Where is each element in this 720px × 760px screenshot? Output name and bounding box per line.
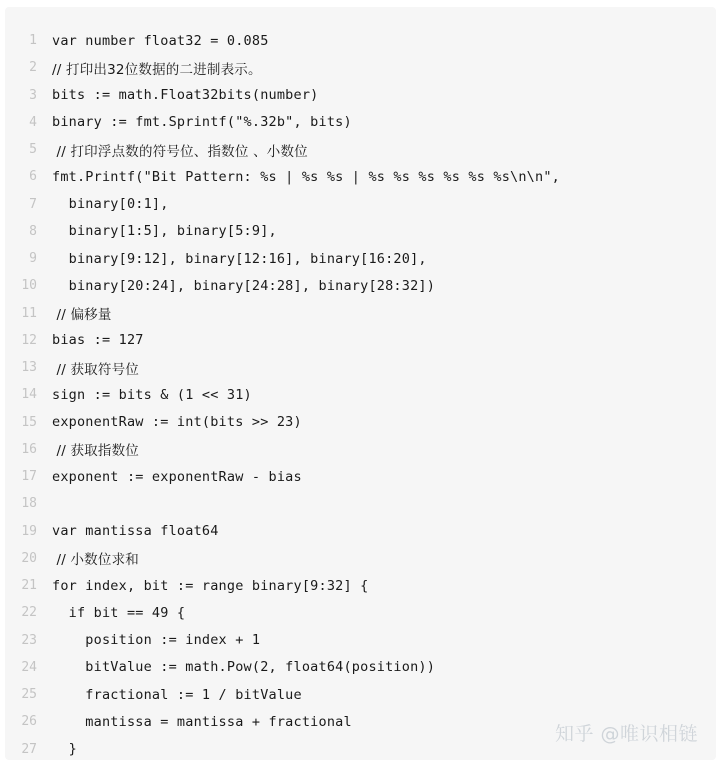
line-code: // 获取符号位	[52, 361, 139, 378]
line-code: mantissa = mantissa + fractional	[52, 713, 352, 730]
code-line	[5, 272, 716, 299]
line-code: bits := math.Float32bits(number)	[52, 87, 319, 104]
code-line	[5, 409, 716, 436]
code-line	[5, 109, 716, 136]
line-number: 3	[29, 87, 37, 103]
line-code: binary[1:5], binary[5:9],	[52, 223, 277, 240]
line-code: // 打印出32位数据的二进制表示。	[52, 61, 262, 78]
line-code: // 打印浮点数的符号位、指数位 、小数位	[52, 143, 308, 160]
code-line	[5, 54, 716, 81]
line-code: // 获取指数位	[52, 443, 139, 460]
line-number: 21	[21, 578, 37, 594]
code-line	[5, 381, 716, 408]
line-code: bias := 127	[52, 332, 144, 349]
line-number: 26	[21, 714, 37, 730]
code-line	[5, 354, 716, 381]
code-line	[5, 572, 716, 599]
line-number: 24	[21, 659, 37, 675]
code-line	[5, 136, 716, 163]
line-code: fractional := 1 / bitValue	[52, 686, 302, 703]
code-line	[5, 681, 716, 708]
line-code: sign := bits & (1 << 31)	[52, 386, 252, 403]
code-line	[5, 654, 716, 681]
line-number: 14	[21, 387, 37, 403]
code-line	[5, 599, 716, 626]
code-line	[5, 545, 716, 572]
line-number: 23	[21, 632, 37, 648]
line-code: for index, bit := range binary[9:32] {	[52, 577, 369, 594]
line-code: bitValue := math.Pow(2, float64(position))	[52, 659, 436, 676]
line-number: 9	[29, 251, 37, 267]
line-number: 12	[21, 332, 37, 348]
code-line	[5, 327, 716, 354]
line-number: 4	[29, 114, 37, 130]
line-number: 10	[21, 278, 37, 294]
line-number: 15	[21, 414, 37, 430]
code-line	[5, 436, 716, 463]
line-number: 18	[21, 496, 37, 512]
line-number: 7	[29, 196, 37, 212]
code-lines	[5, 27, 716, 760]
line-number: 6	[29, 169, 37, 185]
code-line	[5, 518, 716, 545]
line-code: binary[9:12], binary[12:16], binary[16:20],	[52, 250, 427, 267]
line-code: var mantissa float64	[52, 523, 219, 540]
line-number: 17	[21, 469, 37, 485]
line-number: 27	[21, 741, 37, 757]
line-number: 11	[21, 305, 37, 321]
line-code: var number float32 = 0.085	[52, 32, 269, 49]
line-code: // 偏移量	[52, 307, 112, 324]
line-code: exponent := exponentRaw - bias	[52, 468, 302, 485]
line-number: 13	[21, 360, 37, 376]
line-code: position := index + 1	[52, 632, 261, 649]
code-line	[5, 245, 716, 272]
line-code: binary := fmt.Sprintf("%.32b", bits)	[52, 114, 352, 131]
line-number: 2	[29, 60, 37, 76]
line-code: fmt.Printf("Bit Pattern: %s | %s %s | %s %s %s %s %s %s\n\n",	[52, 168, 560, 185]
code-line	[5, 27, 716, 54]
watermark: 知乎 @唯识相链	[554, 723, 698, 745]
code-line	[5, 191, 716, 218]
code-line	[5, 163, 716, 190]
line-number: 16	[21, 441, 37, 457]
line-number: 22	[21, 605, 37, 621]
line-number: 19	[21, 523, 37, 539]
line-code: if bit == 49 {	[52, 604, 186, 621]
line-number: 8	[29, 223, 37, 239]
line-code: // 小数位求和	[52, 552, 139, 569]
code-block	[5, 7, 716, 760]
code-line	[5, 627, 716, 654]
line-code: binary[0:1],	[52, 196, 169, 213]
line-number: 5	[29, 142, 37, 158]
code-line	[5, 300, 716, 327]
code-line	[5, 82, 716, 109]
line-number: 25	[21, 687, 37, 703]
line-number: 20	[21, 550, 37, 566]
line-number: 1	[29, 33, 37, 49]
code-line	[5, 490, 716, 517]
line-code: exponentRaw := int(bits >> 23)	[52, 414, 302, 431]
code-line	[5, 218, 716, 245]
code-line	[5, 463, 716, 490]
line-code: }	[52, 741, 77, 758]
line-code: binary[20:24], binary[24:28], binary[28:32])	[52, 277, 436, 294]
